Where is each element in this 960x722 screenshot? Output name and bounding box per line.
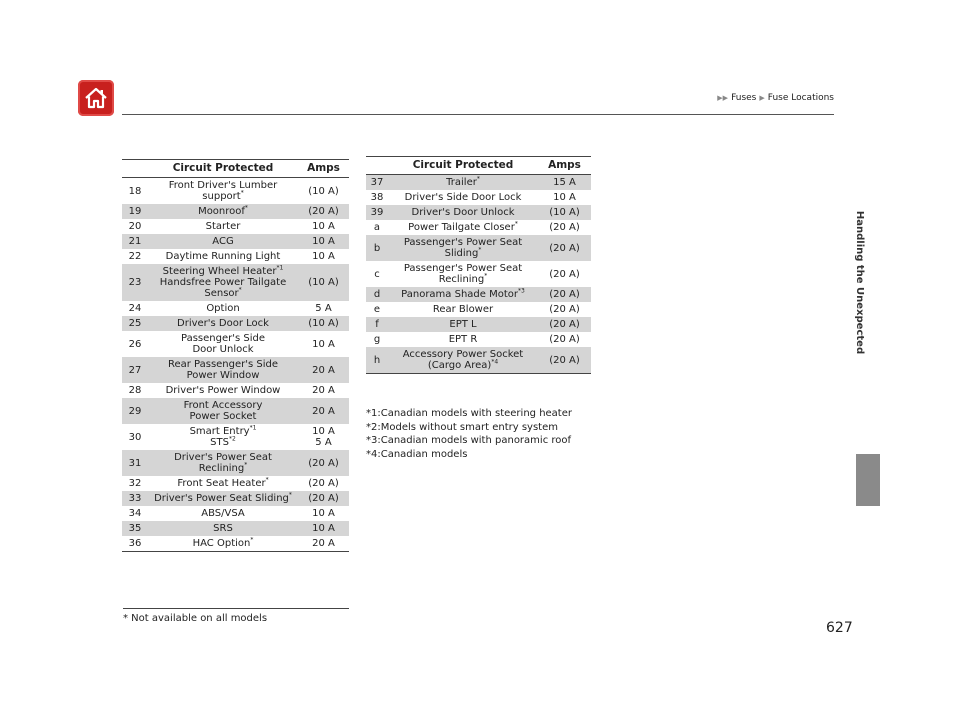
footnote-mark: *: [288, 491, 292, 499]
circuit-line: [168, 180, 278, 202]
section-side-label: Handling the Unexpected: [854, 210, 866, 354]
column-header-circuit: Circuit Protected: [388, 157, 538, 175]
footnote-mark: *: [244, 461, 248, 469]
amps-text: (20 A): [549, 354, 580, 366]
amps-text: (20 A): [549, 222, 580, 233]
column-header-number: [366, 157, 388, 175]
circuit-name: [388, 205, 538, 220]
circuit-name: [148, 424, 298, 450]
circuit-text: Option: [206, 303, 240, 314]
fuse-number: 32: [128, 478, 142, 489]
circuit-name: [388, 235, 538, 261]
footnote-mark: *: [244, 204, 248, 212]
circuit-text: Passenger's Power Seat Reclining: [403, 263, 523, 285]
fuse-number: 39: [366, 205, 388, 220]
note-2: *2:Models without smart entry system: [366, 421, 558, 433]
amps-text: (20 A): [549, 319, 580, 330]
circuit-name: [388, 317, 538, 332]
circuit-text: HAC Option: [192, 538, 251, 549]
table-row: [122, 357, 349, 383]
fuse-number: 18: [128, 185, 142, 197]
circuit-line: [150, 221, 296, 232]
fuse-number: 35: [122, 521, 148, 536]
footnote-mark: *: [240, 189, 244, 197]
amps-text: 10 A: [312, 221, 335, 232]
circuit-name: [148, 204, 298, 219]
fuse-number: b: [366, 235, 388, 261]
amps-value: [298, 536, 349, 552]
circuit-name: [148, 357, 298, 383]
circuit-text: SRS: [213, 523, 233, 534]
fuse-number: f: [366, 317, 388, 332]
fuse-number: c: [374, 268, 380, 280]
circuit-text: Trailer: [446, 177, 477, 188]
fuse-number: 33: [122, 491, 148, 506]
amps-value: [538, 205, 591, 220]
amps-text: (20 A): [549, 334, 580, 345]
circuit-line: [168, 400, 278, 422]
circuit-line: [150, 538, 296, 549]
amps-value: [538, 317, 591, 332]
amps-value: [298, 506, 349, 521]
amps-text: 15 A: [553, 177, 576, 188]
circuit-line: [398, 237, 528, 259]
amps-value: [298, 424, 349, 450]
circuit-text: EPT L: [449, 319, 477, 330]
circuit-text: Front Driver's Lumber support: [168, 180, 278, 202]
circuit-line: [390, 177, 536, 188]
page-number: 627: [826, 620, 853, 636]
amps-text: 10 A: [312, 426, 335, 437]
circuit-line: [390, 319, 536, 330]
circuit-text: Front Seat Heater: [177, 478, 266, 489]
amps-value: [298, 357, 349, 383]
amps-value: [298, 331, 349, 357]
circuit-text: Panorama Shade Motor: [401, 289, 518, 300]
table-row: [122, 249, 349, 264]
amps-text: 20 A: [312, 385, 335, 396]
circuit-text: Handsfree Power Tailgate Sensor: [159, 277, 287, 299]
circuit-name: [148, 264, 298, 301]
column-header-circuit: Circuit Protected: [148, 160, 298, 178]
circuit-line: [168, 333, 278, 355]
fuse-number: g: [373, 334, 381, 345]
circuit-line: [150, 508, 296, 519]
footnote-mark: *1: [249, 424, 257, 432]
footnote: * Not available on all models: [123, 613, 268, 624]
section-tab-marker[interactable]: [856, 454, 880, 506]
circuit-text: ACG: [212, 236, 234, 247]
circuit-line: [150, 266, 296, 277]
fuse-number: 31: [122, 450, 148, 476]
home-icon: [83, 86, 109, 110]
table-row: [366, 190, 591, 205]
amps-text: (20 A): [308, 478, 339, 489]
table-row: [122, 178, 349, 205]
table-row: [366, 175, 591, 191]
home-button[interactable]: [78, 80, 114, 116]
column-header-amps: Amps: [538, 157, 591, 175]
circuit-name: [148, 476, 298, 491]
amps-value: [538, 175, 591, 191]
amps-text: 10 A: [312, 251, 335, 262]
amps-value: [298, 476, 349, 491]
amps-text: 10 A: [312, 523, 335, 534]
circuit-name: [388, 332, 538, 347]
circuit-text: Accessory Power Socket (Cargo Area): [402, 349, 524, 371]
footnote-mark: *: [478, 246, 482, 254]
circuit-line: [150, 303, 296, 314]
breadcrumb-item-fuses[interactable]: Fuses: [731, 93, 757, 103]
table-row: [122, 398, 349, 424]
amps-value: [298, 450, 349, 476]
amps-text: (10 A): [308, 185, 339, 197]
circuit-text: Driver's Door Unlock: [411, 207, 515, 218]
circuit-name: [148, 521, 298, 536]
breadcrumb-arrow-icon: ▶▶: [717, 94, 729, 102]
table-row: [122, 491, 349, 506]
fuse-number: 38: [370, 192, 384, 203]
circuit-line: [390, 207, 536, 218]
circuit-name: [388, 347, 538, 374]
circuit-text: Driver's Power Seat Sliding: [154, 493, 289, 504]
table-row: [122, 301, 349, 316]
amps-value: [538, 287, 591, 302]
table-row: [366, 235, 591, 261]
table-row: [366, 347, 591, 374]
table-row: [122, 383, 349, 398]
note-3: *3:Canadian models with panoramic roof: [366, 435, 572, 446]
amps-value: [298, 219, 349, 234]
circuit-line: [150, 493, 296, 504]
amps-text: 5 A: [315, 437, 332, 448]
fuse-number: 19: [122, 204, 148, 219]
table-row: [122, 536, 349, 552]
fuse-number: 23: [122, 264, 148, 301]
amps-text: (20 A): [308, 457, 339, 469]
amps-text: (20 A): [308, 493, 339, 504]
circuit-text: Steering Wheel Heater: [162, 266, 277, 277]
circuit-name: [388, 190, 538, 205]
fuse-number: 20: [128, 221, 142, 232]
amps-text: 10 A: [312, 338, 335, 350]
circuit-text: Front Accessory Power Socket: [183, 400, 263, 422]
table-row: [122, 234, 349, 249]
amps-text: (20 A): [549, 242, 580, 254]
breadcrumb-item-fuse-locations[interactable]: Fuse Locations: [767, 93, 834, 103]
table-row: [366, 317, 591, 332]
circuit-line: [150, 478, 296, 489]
amps-value: [298, 264, 349, 301]
circuit-name: [148, 316, 298, 331]
circuit-name: [148, 219, 298, 234]
footnote-mark: *1: [276, 264, 284, 272]
table-notes: [366, 407, 572, 461]
amps-value: [298, 398, 349, 424]
fuse-number: 30: [128, 431, 142, 443]
circuit-text: Starter: [205, 221, 241, 232]
footnote-mark: *2: [228, 435, 236, 443]
fuse-number: 25: [122, 316, 148, 331]
table-row: [366, 332, 591, 347]
circuit-name: [148, 234, 298, 249]
circuit-line: [398, 349, 528, 371]
circuit-text: STS: [210, 437, 229, 448]
circuit-line: [150, 437, 296, 448]
circuit-text: Driver's Power Window: [165, 385, 281, 396]
fuse-number: d: [366, 287, 388, 302]
amps-text: 20 A: [312, 538, 335, 549]
fuse-number: a: [373, 222, 381, 233]
fuse-table-right: [366, 156, 591, 374]
amps-value: [538, 347, 591, 374]
fuse-number: 21: [122, 234, 148, 249]
amps-text: 20 A: [312, 364, 335, 376]
amps-text: 20 A: [312, 405, 335, 417]
table-row: [366, 220, 591, 235]
circuit-text: Driver's Power Seat Reclining: [174, 452, 272, 474]
amps-value: [538, 261, 591, 287]
amps-value: [298, 316, 349, 331]
fuse-number: 29: [122, 398, 148, 424]
amps-value: [298, 178, 349, 205]
circuit-line: [150, 426, 296, 437]
circuit-line: [150, 206, 296, 217]
circuit-name: [388, 175, 538, 191]
amps-text: 10 A: [553, 192, 576, 203]
amps-value: [298, 204, 349, 219]
circuit-text: Rear Passenger's Side Power Window: [167, 359, 279, 381]
table-row: [122, 264, 349, 301]
circuit-text: EPT R: [448, 334, 478, 345]
circuit-line: [390, 289, 536, 300]
circuit-name: [148, 506, 298, 521]
amps-text: (20 A): [549, 289, 580, 300]
table-row: [122, 219, 349, 234]
circuit-line: [163, 359, 283, 381]
fuse-number: 27: [122, 357, 148, 383]
amps-text: (10 A): [308, 277, 339, 288]
fuse-number: 37: [366, 175, 388, 191]
breadcrumb-arrow-icon: ▶: [759, 94, 765, 102]
table-row: [122, 316, 349, 331]
circuit-name: [148, 178, 298, 205]
circuit-text: Rear Blower: [432, 304, 494, 315]
footnote-mark: *: [514, 220, 518, 228]
circuit-line: [150, 236, 296, 247]
note-4: *4:Canadian models: [366, 448, 468, 460]
table-row: [366, 287, 591, 302]
circuit-text: Passenger's Power Seat Sliding: [403, 237, 523, 259]
fuse-number: h: [366, 347, 388, 374]
circuit-line: [150, 385, 296, 396]
amps-value: [538, 302, 591, 317]
circuit-text: Smart Entry: [189, 426, 250, 437]
table-row: [122, 521, 349, 536]
amps-text: (20 A): [549, 268, 580, 280]
amps-text: 10 A: [312, 236, 335, 247]
amps-value: [538, 235, 591, 261]
table-row: [122, 331, 349, 357]
circuit-line: [150, 318, 296, 329]
table-row: [122, 424, 349, 450]
circuit-line: [390, 304, 536, 315]
circuit-text: Moonroof: [198, 206, 245, 217]
circuit-text: Power Tailgate Closer: [408, 222, 515, 233]
amps-text: (20 A): [308, 206, 339, 217]
note-1: *1:Canadian models with steering heater: [366, 408, 572, 419]
circuit-name: [148, 491, 298, 506]
column-header-amps: Amps: [298, 160, 349, 178]
circuit-name: [388, 287, 538, 302]
table-row: [122, 450, 349, 476]
table-row: [366, 205, 591, 220]
footnote-mark: *: [265, 476, 269, 484]
circuit-line: [150, 523, 296, 534]
circuit-line: [173, 452, 273, 474]
footnote-mark: *3: [518, 287, 525, 295]
table-row: [122, 506, 349, 521]
circuit-line: [398, 263, 528, 285]
circuit-text: ABS/VSA: [201, 508, 245, 519]
footnote-mark: *: [484, 272, 488, 280]
breadcrumb: [717, 93, 834, 103]
circuit-line: [390, 334, 536, 345]
footnote-divider: [123, 608, 349, 609]
header-divider: [122, 114, 834, 115]
amps-value: [298, 383, 349, 398]
circuit-name: [388, 302, 538, 317]
fuse-table-left: [122, 159, 349, 552]
circuit-name: [148, 301, 298, 316]
amps-value: [538, 220, 591, 235]
fuse-number: e: [373, 304, 381, 315]
footnote-mark: *: [250, 536, 254, 544]
circuit-text: Passenger's Side Door Unlock: [181, 333, 265, 355]
circuit-text: Daytime Running Light: [165, 251, 281, 262]
circuit-name: [148, 450, 298, 476]
fuse-number: 36: [122, 536, 148, 552]
footnote-mark: *: [476, 175, 480, 183]
table-row: [122, 476, 349, 491]
fuse-number: 22: [128, 251, 142, 262]
circuit-line: [153, 277, 293, 299]
circuit-line: [390, 222, 536, 233]
circuit-line: [390, 192, 536, 203]
amps-text: (10 A): [549, 207, 580, 218]
fuse-number: 26: [128, 338, 142, 350]
table-row: [366, 261, 591, 287]
fuse-number: 34: [128, 508, 142, 519]
amps-value: [298, 301, 349, 316]
circuit-name: [388, 261, 538, 287]
amps-value: [298, 521, 349, 536]
circuit-text: Driver's Door Lock: [177, 318, 269, 329]
amps-value: [298, 491, 349, 506]
amps-text: 10 A: [312, 508, 335, 519]
amps-value: [298, 234, 349, 249]
amps-value: [538, 332, 591, 347]
circuit-name: [388, 220, 538, 235]
circuit-name: [148, 398, 298, 424]
table-row: [366, 302, 591, 317]
circuit-name: [148, 331, 298, 357]
fuse-number: 24: [128, 303, 142, 314]
circuit-line: [150, 251, 296, 262]
amps-text: (10 A): [308, 318, 339, 329]
amps-text: (20 A): [549, 304, 580, 315]
circuit-name: [148, 249, 298, 264]
amps-value: [538, 190, 591, 205]
amps-text: 5 A: [315, 303, 332, 314]
table-row: [122, 204, 349, 219]
amps-value: [298, 249, 349, 264]
column-header-number: [122, 160, 148, 178]
circuit-name: [148, 536, 298, 552]
circuit-text: Driver's Side Door Lock: [404, 192, 522, 203]
footnote-mark: *: [238, 286, 242, 294]
circuit-name: [148, 383, 298, 398]
footnote-mark: *4: [491, 358, 499, 366]
fuse-number: 28: [128, 385, 142, 396]
